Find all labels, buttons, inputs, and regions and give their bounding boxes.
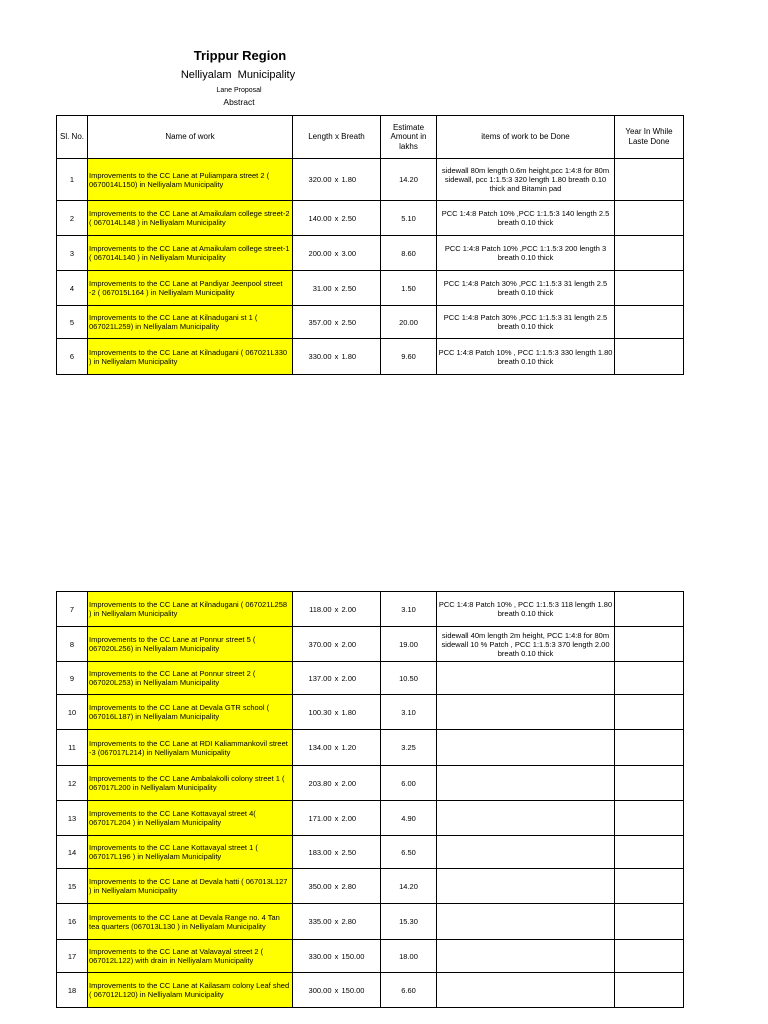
row-breath: 150.00 (341, 985, 365, 995)
row-items (437, 836, 615, 869)
row-year (615, 339, 684, 375)
row-name-of-work: Improvements to the CC Lane at Amaikulam college street-2 ( 067014L148 ) in Nelliyalam Municipality (88, 201, 293, 236)
row-sl: 15 (57, 869, 88, 904)
row-amount: 3.10 (381, 695, 437, 730)
row-sl: 5 (57, 306, 88, 339)
row-name-of-work: Improvements to the CC Lane at Ponnur street 2 ( 067020L253) in Nelliyalam Municipality (88, 662, 293, 695)
row-length: 137.00 (308, 673, 332, 683)
row-items (437, 730, 615, 766)
row-items (437, 695, 615, 730)
table-row (57, 627, 684, 662)
row-year (615, 904, 684, 940)
row-dimensions (293, 766, 381, 801)
row-items (437, 766, 615, 801)
row-year (615, 306, 684, 339)
table-row (57, 836, 684, 869)
row-name-of-work: Improvements to the CC Lane at Kailasam colony Leaf shed ( 067012L120) in Nelliyalam Municipality (88, 973, 293, 1008)
abstract-subtitle: Abstract (223, 97, 255, 107)
row-name-of-work: Improvements to the CC Lane Ambalakolli colony street 1 ( 067017L200 in Nelliyalam Municipality (88, 766, 293, 801)
col-header-length (293, 116, 381, 159)
row-items (437, 662, 615, 695)
row-amount: 3.25 (381, 730, 437, 766)
row-name-of-work: Improvements to the CC Lane Kottavayal street 1 ( 067017L196 ) in Nelliyalam Municipality (88, 836, 293, 869)
row-sl: 6 (57, 339, 88, 375)
table-row (57, 339, 684, 375)
row-amount: 3.10 (381, 592, 437, 627)
row-year (615, 236, 684, 271)
row-dimensions (293, 339, 381, 375)
row-amount: 20.00 (381, 306, 437, 339)
row-breath: 2.50 (341, 213, 357, 223)
row-dimensions (293, 592, 381, 627)
row-breath: 2.00 (341, 639, 357, 649)
row-x: x (334, 917, 339, 926)
row-length: 100.30 (308, 707, 332, 717)
row-year (615, 271, 684, 306)
row-amount: 6.50 (381, 836, 437, 869)
row-sl: 17 (57, 940, 88, 973)
row-sl: 16 (57, 904, 88, 940)
row-name-of-work: Improvements to the CC Lane at Kilnadugani ( 067021L330 ) in Nelliyalam Municipality (88, 339, 293, 375)
row-amount: 6.00 (381, 766, 437, 801)
row-year (615, 730, 684, 766)
row-dimensions (293, 695, 381, 730)
row-length: 31.00 (312, 283, 332, 293)
col-header-amount: Estimate Amount in lakhs (381, 116, 437, 159)
row-dimensions (293, 662, 381, 695)
row-name-of-work: Improvements to the CC Lane at Kilnadugani ( 067021L258 ) in Nelliyalam Municipality (88, 592, 293, 627)
table-row (57, 662, 684, 695)
table-row (57, 201, 684, 236)
row-length: 140.00 (308, 213, 332, 223)
row-dimensions (293, 869, 381, 904)
row-x: x (334, 951, 339, 961)
row-x: x (334, 317, 339, 327)
col-header-year: Year In While Laste Done (615, 116, 684, 159)
row-amount: 14.20 (381, 159, 437, 201)
row-sl: 9 (57, 662, 88, 695)
row-amount: 10.50 (381, 662, 437, 695)
col-header-name: Name of work (88, 116, 293, 159)
row-length: 330.00 (308, 352, 332, 361)
row-length: 357.00 (308, 317, 332, 327)
row-breath: 2.00 (341, 813, 357, 823)
row-year (615, 940, 684, 973)
table-row (57, 592, 684, 627)
row-x: x (334, 352, 339, 361)
row-amount: 8.60 (381, 236, 437, 271)
row-x: x (334, 213, 339, 223)
row-x: x (334, 604, 339, 614)
row-length: 203.80 (308, 778, 332, 788)
row-sl: 3 (57, 236, 88, 271)
row-dimensions (293, 973, 381, 1008)
row-year (615, 159, 684, 201)
row-sl: 12 (57, 766, 88, 801)
row-dimensions (293, 271, 381, 306)
row-items: PCC 1:4:8 Patch 30% ,PCC 1:1.5:3 31 length 2.5 breath 0.10 thick (437, 271, 615, 306)
row-breath: 2.50 (341, 317, 357, 327)
row-items (437, 940, 615, 973)
row-breath: 2.80 (341, 881, 357, 891)
row-dimensions (293, 836, 381, 869)
row-dimensions (293, 730, 381, 766)
row-amount: 6.60 (381, 973, 437, 1008)
row-x: x (334, 881, 339, 891)
row-items (437, 904, 615, 940)
row-items: PCC 1:4:8 Patch 10% , PCC 1:1.5:3 118 length 1.80 breath 0.10 thick (437, 592, 615, 627)
row-items: sidewall 80m length 0.6m height,pcc 1:4:8 for 80m sidewall, pcc 1:1.5:3 320 length 1.80 breath 0.10 thick and Bitamin pad (437, 159, 615, 201)
row-sl: 7 (57, 592, 88, 627)
row-name-of-work: Improvements to the CC Lane at Ponnur street 5 ( 067020L256) in Nelliyalam Municipality (88, 627, 293, 662)
row-name-of-work: Improvements to the CC Lane at Devala hatti ( 067013L127 ) in Nelliyalam Municipality (88, 869, 293, 904)
row-x: x (334, 813, 339, 823)
col-header-sl: Sl. No. (57, 116, 88, 159)
row-dimensions (293, 236, 381, 271)
table-row (57, 869, 684, 904)
row-x: x (334, 707, 339, 717)
row-length: 320.00 (308, 175, 332, 184)
table-row (57, 306, 684, 339)
table-row (57, 973, 684, 1008)
lane-proposal-subtitle: Lane Proposal (216, 87, 262, 94)
table-row (57, 730, 684, 766)
col-header-length-label: Length (308, 132, 333, 142)
row-sl: 4 (57, 271, 88, 306)
row-breath: 1.80 (341, 707, 357, 717)
row-year (615, 592, 684, 627)
row-breath: 3.00 (341, 248, 357, 258)
col-header-x: x (334, 132, 339, 142)
row-breath: 1.20 (341, 743, 357, 752)
row-amount: 14.20 (381, 869, 437, 904)
municipality-title: Nelliyalam Municipality (180, 69, 296, 81)
row-name-of-work: Improvements to the CC Lane at Devala Range no. 4 Tan tea quarters (067013L130 ) in Nelliyalam Municipality (88, 904, 293, 940)
table-row (57, 271, 684, 306)
row-length: 118.00 (309, 604, 332, 614)
row-breath: 1.80 (341, 352, 357, 361)
row-breath: 2.00 (341, 673, 357, 683)
row-length: 300.00 (308, 985, 332, 995)
row-amount: 15.30 (381, 904, 437, 940)
row-x: x (334, 847, 339, 857)
row-x: x (334, 283, 339, 293)
row-amount: 1.50 (381, 271, 437, 306)
row-x: x (334, 778, 339, 788)
row-name-of-work: Improvements to the CC Lane Kottavayal street 4( 067017L204 ) in Nelliyalam Municipality (88, 801, 293, 836)
row-name-of-work: Improvements to the CC Lane at Pandiyar Jeenpool street -2 ( 067015L164 ) in Nelliyalam Municipality (88, 271, 293, 306)
row-year (615, 836, 684, 869)
row-x: x (334, 175, 339, 184)
row-dimensions (293, 159, 381, 201)
table-header-row (57, 116, 684, 159)
row-x: x (334, 248, 339, 258)
region-title: Trippur Region (193, 48, 287, 63)
row-x: x (334, 985, 339, 995)
table-row (57, 766, 684, 801)
row-sl: 1 (57, 159, 88, 201)
row-dimensions (293, 940, 381, 973)
row-items: sidewall 40m length 2m height, PCC 1:4:8 for 80m sidewall 10 % Patch , PCC 1:1.5:3 370 length 2.00 breath 0.10 thick (437, 627, 615, 662)
row-items: PCC 1:4:8 Patch 10% ,PCC 1:1.5:3 200 length 3 breath 0.10 thick (437, 236, 615, 271)
row-sl: 14 (57, 836, 88, 869)
row-amount: 9.60 (381, 339, 437, 375)
row-x: x (334, 673, 339, 683)
row-dimensions (293, 801, 381, 836)
row-name-of-work: Improvements to the CC Lane at Valavayal street 2 ( 067012L122) with drain in Nelliyalam Municipality (88, 940, 293, 973)
row-items (437, 973, 615, 1008)
row-year (615, 869, 684, 904)
table-row (57, 159, 684, 201)
row-sl: 10 (57, 695, 88, 730)
row-items (437, 869, 615, 904)
row-name-of-work: Improvements to the CC Lane at Puliampara street 2 ( 0670014L150) in Nelliyalam Municipality (88, 159, 293, 201)
row-breath: 2.50 (341, 847, 357, 857)
row-year (615, 973, 684, 1008)
row-name-of-work: Improvements to the CC Lane at Devala GTR school ( 067016L187) in Nelliyalam Municipality (88, 695, 293, 730)
row-sl: 8 (57, 627, 88, 662)
row-breath: 2.50 (341, 283, 357, 293)
row-year (615, 627, 684, 662)
row-year (615, 662, 684, 695)
row-name-of-work: Improvements to the CC Lane at Amaikulam college street-1 ( 067014L140 ) in Nelliyalam Municipality (88, 236, 293, 271)
row-x: x (334, 743, 339, 752)
row-breath: 2.00 (341, 778, 357, 788)
row-items: PCC 1:4:8 Patch 10% ,PCC 1:1.5:3 140 length 2.5 breath 0.10 thick (437, 201, 615, 236)
row-breath: 150.00 (341, 951, 365, 961)
row-length: 335.00 (308, 917, 332, 926)
row-amount: 4.90 (381, 801, 437, 836)
table-row (57, 801, 684, 836)
row-length: 183.00 (308, 847, 332, 857)
row-length: 350.00 (308, 881, 332, 891)
row-dimensions (293, 201, 381, 236)
row-length: 370.00 (308, 639, 332, 649)
row-sl: 2 (57, 201, 88, 236)
row-amount: 5.10 (381, 201, 437, 236)
row-length: 134.00 (308, 743, 332, 752)
works-table-page2 (56, 591, 684, 1008)
row-breath: 1.80 (341, 175, 357, 184)
table-row (57, 940, 684, 973)
row-length: 171.00 (308, 813, 332, 823)
row-sl: 11 (57, 730, 88, 766)
row-x: x (334, 639, 339, 649)
row-breath: 2.00 (341, 604, 357, 614)
row-breath: 2.80 (341, 917, 357, 926)
row-items: PCC 1:4:8 Patch 30% ,PCC 1:1.5:3 31 length 2.5 breath 0.10 thick (437, 306, 615, 339)
row-amount: 19.00 (381, 627, 437, 662)
row-name-of-work: Improvements to the CC Lane at Kilnadugani st 1 ( 067021L259) in Nelliyalam Municipality (88, 306, 293, 339)
row-length: 200.00 (308, 248, 332, 258)
row-name-of-work: Improvements to the CC Lane at RDI Kaliammankovil street -3 (067017L214) in Nelliyalam Municipality (88, 730, 293, 766)
works-table-page1 (56, 115, 684, 375)
table-row (57, 236, 684, 271)
table-row (57, 904, 684, 940)
row-year (615, 695, 684, 730)
col-header-items: items of work to be Done (437, 116, 615, 159)
row-year (615, 801, 684, 836)
col-header-breath: Breath (341, 132, 365, 142)
row-items (437, 801, 615, 836)
row-year (615, 201, 684, 236)
row-year (615, 766, 684, 801)
row-amount: 18.00 (381, 940, 437, 973)
row-sl: 18 (57, 973, 88, 1008)
row-dimensions (293, 306, 381, 339)
row-items: PCC 1:4:8 Patch 10% , PCC 1:1.5:3 330 length 1.80 breath 0.10 thick (437, 339, 615, 375)
table-row (57, 695, 684, 730)
row-dimensions (293, 904, 381, 940)
row-length: 330.00 (308, 951, 332, 961)
row-sl: 13 (57, 801, 88, 836)
row-dimensions (293, 627, 381, 662)
